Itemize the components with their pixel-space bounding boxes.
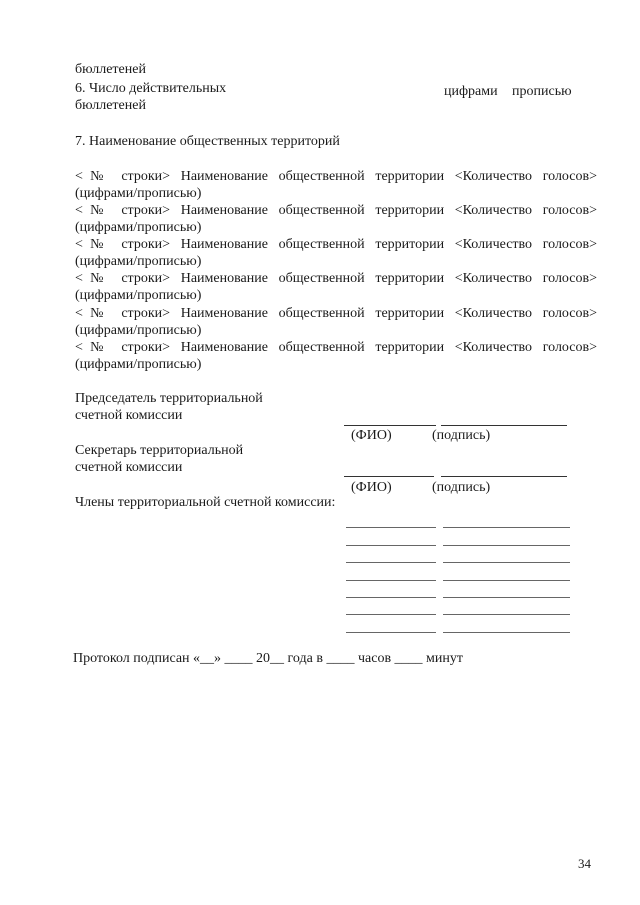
territory-row-cont: (цифрами/прописью): [75, 357, 202, 372]
member-sign-line: [443, 527, 570, 528]
member-fio-line: [346, 545, 436, 546]
member-fio-line: [346, 562, 436, 563]
member-sign-line: [443, 562, 570, 563]
member-sign-line: [443, 545, 570, 546]
territory-row: <№ строки> Наименование общественной территории <Количество голосов>: [75, 237, 597, 252]
chairman-label-line2: счетной комиссии: [75, 408, 183, 423]
territory-row: <№ строки> Наименование общественной территории <Количество голосов>: [75, 271, 597, 286]
member-sign-line: [443, 597, 570, 598]
secretary-fio-caption: (ФИО): [351, 480, 392, 495]
member-fio-line: [346, 632, 436, 633]
territory-row: <№ строки> Наименование общественной территории <Количество голосов>: [75, 169, 597, 184]
item6-words: прописью: [512, 84, 572, 99]
secretary-sign-caption: (подпись): [432, 480, 491, 495]
member-sign-line: [443, 580, 570, 581]
territory-row-cont: (цифрами/прописью): [75, 288, 202, 303]
territory-row-cont: (цифрами/прописью): [75, 220, 202, 235]
secretary-label-line1: Секретарь территориальной: [75, 443, 244, 458]
member-fio-line: [346, 527, 436, 528]
member-sign-line: [443, 614, 570, 615]
member-fio-line: [346, 614, 436, 615]
member-sign-line: [443, 632, 570, 633]
territory-row-cont: (цифрами/прописью): [75, 254, 202, 269]
item6-line1: 6. Число действительных: [75, 81, 227, 96]
chairman-fio-caption: (ФИО): [351, 428, 392, 443]
member-fio-line: [346, 597, 436, 598]
secretary-label-line2: счетной комиссии: [75, 460, 183, 475]
territory-row-cont: (цифрами/прописью): [75, 323, 202, 338]
territory-row: <№ строки> Наименование общественной территории <Количество голосов>: [75, 340, 597, 355]
secretary-sign-line: [441, 476, 567, 477]
members-label: Члены территориальной счетной комиссии:: [75, 495, 336, 510]
chairman-sign-line: [441, 425, 567, 426]
page-number: 34: [578, 856, 591, 871]
chairman-sign-caption: (подпись): [432, 428, 491, 443]
territory-row-cont: (цифрами/прописью): [75, 186, 202, 201]
member-fio-line: [346, 580, 436, 581]
chairman-label-line1: Председатель территориальной: [75, 391, 263, 406]
chairman-fio-line: [344, 425, 436, 426]
ballots-tail: бюллетеней: [75, 62, 146, 77]
territory-row: <№ строки> Наименование общественной территории <Количество голосов>: [75, 203, 597, 218]
item6-line2: бюллетеней: [75, 98, 146, 113]
item6-digits: цифрами: [444, 84, 498, 99]
protocol-signed: Протокол подписан «__» ____ 20__ года в ____ часов ____ минут: [73, 651, 464, 666]
item7-title: 7. Наименование общественных территорий: [75, 134, 340, 149]
territory-row: <№ строки> Наименование общественной территории <Количество голосов>: [75, 306, 597, 321]
secretary-fio-line: [344, 476, 434, 477]
